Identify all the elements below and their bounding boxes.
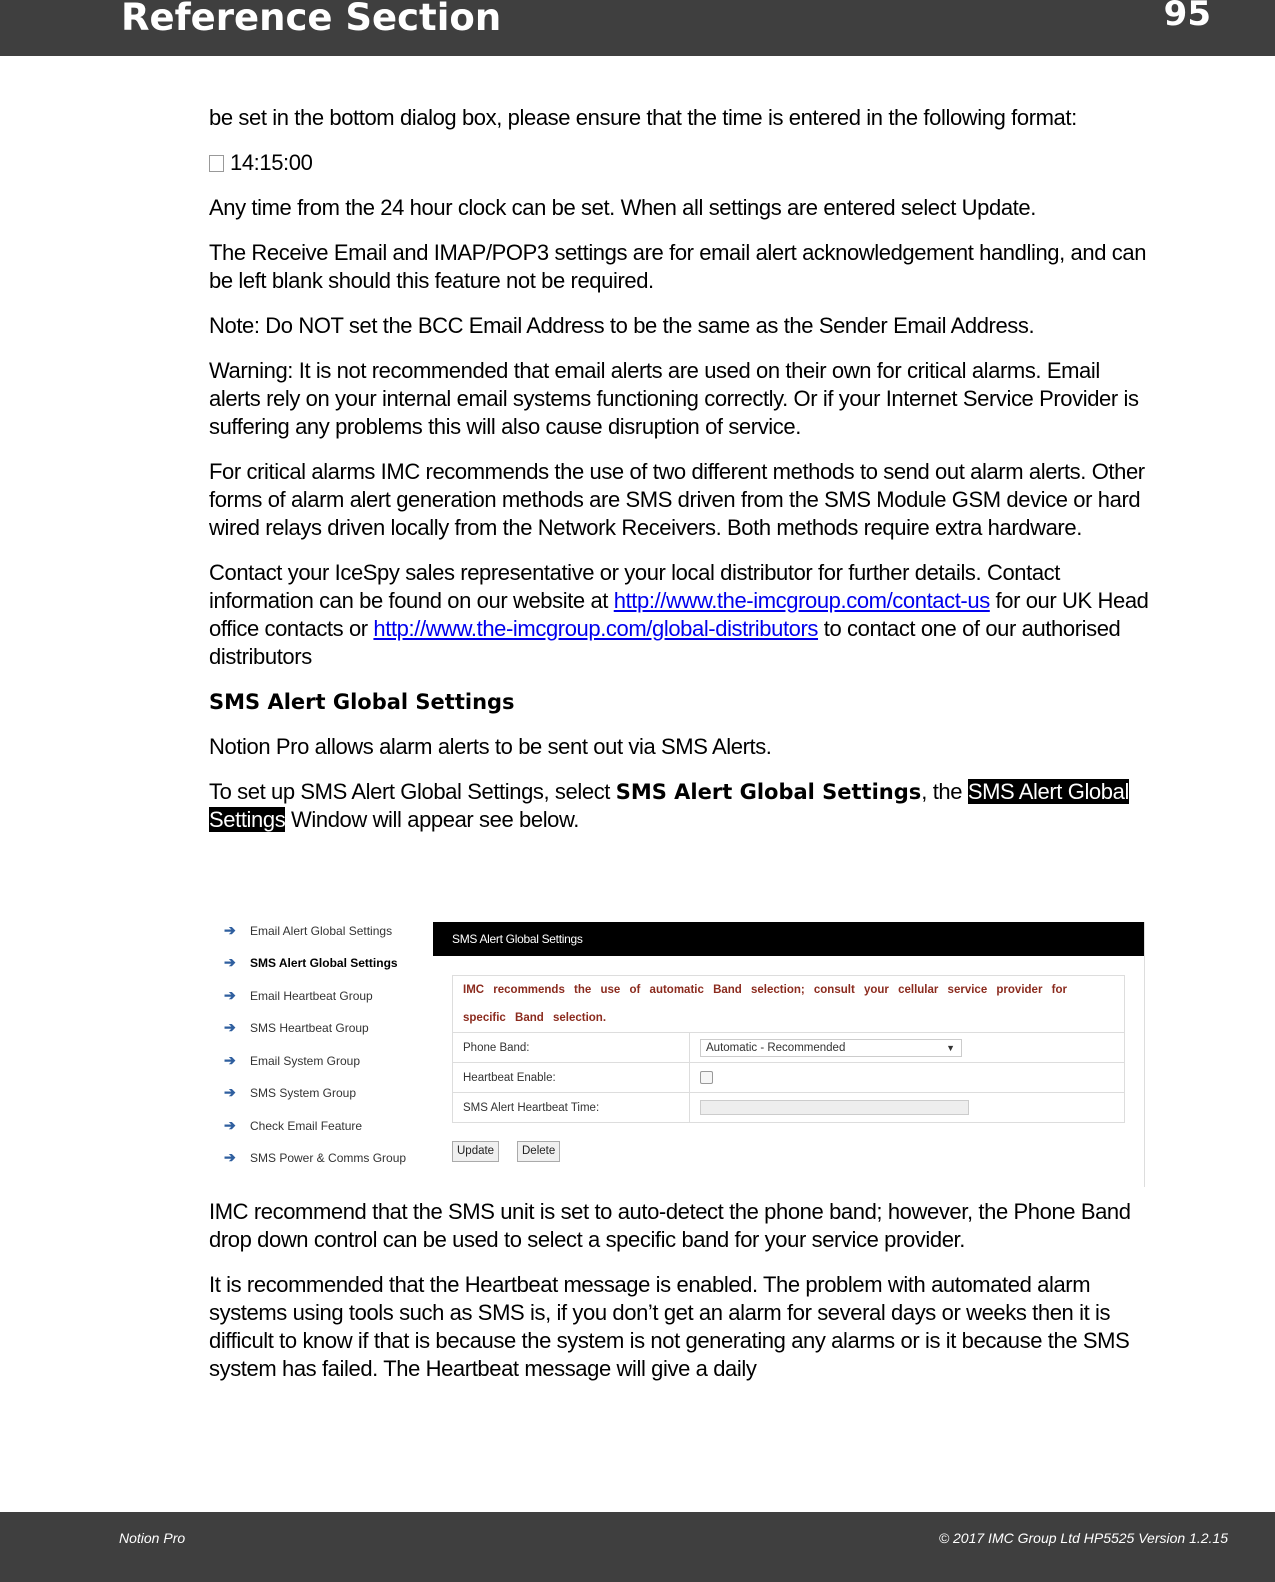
menu-item-sms-alert[interactable] — [224, 954, 398, 974]
phone-band-value: Automatic - Recommended — [706, 1041, 846, 1054]
menu-label: Email System Group — [250, 1054, 361, 1068]
settings-table — [452, 975, 1125, 1123]
arrow-icon: ➔ — [224, 954, 236, 970]
page-number: 95 — [1163, 0, 1211, 34]
text: to contact one of our authorised distributors — [209, 616, 1121, 669]
page-header — [0, 0, 1275, 56]
menu-item-email-heartbeat[interactable] — [224, 987, 373, 1007]
paragraph — [209, 778, 1149, 834]
time-example — [209, 149, 1149, 177]
time-example-value: 14:15:00 — [230, 150, 313, 175]
menu-label: Email Heartbeat Group — [250, 989, 373, 1003]
menu-item-check-email[interactable] — [224, 1117, 362, 1137]
update-button[interactable]: Update — [452, 1141, 499, 1162]
arrow-icon: ➔ — [224, 922, 236, 938]
warning-paragraph: Warning: It is not recommended that email alerts are used on their own for critical alarms. Email alerts rely on your internal email systems functioning correctly. Or if your Internet Service Provider is suffering any problems this will also cause disruption of service. — [209, 358, 1139, 439]
menu-label: SMS Alert Global Settings — [250, 956, 398, 970]
menu-item-sms-heartbeat[interactable] — [224, 1019, 369, 1039]
heartbeat-enable-checkbox[interactable] — [700, 1071, 713, 1084]
menu-item-email-system[interactable] — [224, 1052, 360, 1072]
page-content — [209, 104, 1149, 851]
paragraph: IMC recommend that the SMS unit is set to auto-detect the phone band; however, the Phone Band drop down control can be used to select a specific band for your service provider. — [209, 1199, 1131, 1252]
text: Contact your IceSpy sales representative or your local distributor for further details. Contact information can be found on our website at — [209, 560, 1060, 613]
menu-item-email-alert[interactable] — [224, 922, 392, 942]
arrow-icon: ➔ — [224, 1084, 236, 1100]
settings-panel — [433, 922, 1145, 1187]
page-content-lower — [209, 1198, 1149, 1400]
menu-item-sms-system[interactable] — [224, 1084, 356, 1104]
page-footer — [0, 1512, 1275, 1582]
arrow-icon: ➔ — [224, 1117, 236, 1133]
dropdown-caret-icon: ▼ — [946, 1042, 955, 1053]
heartbeat-enable-label: Heartbeat Enable: — [453, 1063, 690, 1093]
footer-copyright: © 2017 IMC Group Ltd HP5525 Version 1.2.15 — [938, 1530, 1228, 1546]
arrow-icon: ➔ — [224, 1019, 236, 1035]
arrow-icon: ➔ — [224, 1149, 236, 1165]
arrow-icon: ➔ — [224, 987, 236, 1003]
menu-label: Email Alert Global Settings — [250, 924, 393, 938]
panel-title: SMS Alert Global Settings — [433, 922, 1144, 956]
band-notice: IMC recommends the use of automatic Band selection; consult your cellular service provider for specific Band selection. — [453, 976, 1125, 1033]
text: To set up SMS Alert Global Settings, select — [209, 779, 616, 804]
arrow-icon: ➔ — [224, 1052, 236, 1068]
phone-band-label: Phone Band: — [453, 1033, 690, 1063]
paragraph: Notion Pro allows alarm alerts to be sent out via SMS Alerts. — [209, 734, 772, 759]
menu-label: SMS Power & Comms Group — [250, 1151, 407, 1165]
text: for our UK Head office contacts or — [209, 588, 1149, 641]
section-title: Reference Section — [121, 0, 502, 39]
paragraph: For critical alarms IMC recommends the use of two different methods to send out alarm alerts. Other forms of alarm alert generation methods are SMS driven from the SMS Module GSM device or hard wired relays driven locally from the Network Receivers. Both methods require extra hardware. — [209, 459, 1145, 540]
footer-product: Notion Pro — [119, 1530, 186, 1546]
menu-label: SMS Heartbeat Group — [250, 1021, 369, 1035]
paragraph: Any time from the 24 hour clock can be set. When all settings are entered select Update. — [209, 195, 1036, 220]
global-distributors-link[interactable]: http://www.the-imcgroup.com/global-distributors — [373, 616, 819, 641]
highlighted-text: SMS Alert Global Settings — [209, 779, 1129, 832]
heartbeat-time-input[interactable] — [700, 1100, 969, 1115]
paragraph: The Receive Email and IMAP/POP3 settings are for email alert acknowledgement handling, and can be left blank should this feature not be required. — [209, 240, 1147, 293]
contact-paragraph — [209, 559, 1149, 671]
settings-screenshot — [209, 922, 1144, 1187]
checkbox-bullet-icon — [209, 155, 224, 172]
text: Window will appear see below. — [285, 807, 580, 832]
contact-us-link[interactable]: http://www.the-imcgroup.com/contact-us — [613, 588, 990, 613]
note-paragraph: Note: Do NOT set the BCC Email Address to be the same as the Sender Email Address. — [209, 313, 1035, 338]
paragraph: be set in the bottom dialog box, please ensure that the time is entered in the following format: — [209, 105, 1077, 130]
phone-band-select[interactable] — [700, 1039, 962, 1057]
section-heading: SMS Alert Global Settings — [209, 690, 515, 714]
delete-button[interactable]: Delete — [517, 1141, 560, 1162]
menu-label: Check Email Feature — [250, 1119, 363, 1133]
heartbeat-time-label: SMS Alert Heartbeat Time: — [453, 1093, 690, 1123]
bold-text: SMS Alert Global Settings — [615, 780, 922, 804]
menu-label: SMS System Group — [250, 1086, 357, 1100]
paragraph: It is recommended that the Heartbeat message is enabled. The problem with automated alarm systems using tools such as SMS is, if you don’t get an alarm for several days or weeks then it is difficult to know if that is because the system is not generating any alarms or is it because the SMS system has failed. The Heartbeat message will give a daily — [209, 1272, 1130, 1381]
menu-item-sms-power[interactable] — [224, 1149, 406, 1169]
text: , the — [921, 779, 968, 804]
